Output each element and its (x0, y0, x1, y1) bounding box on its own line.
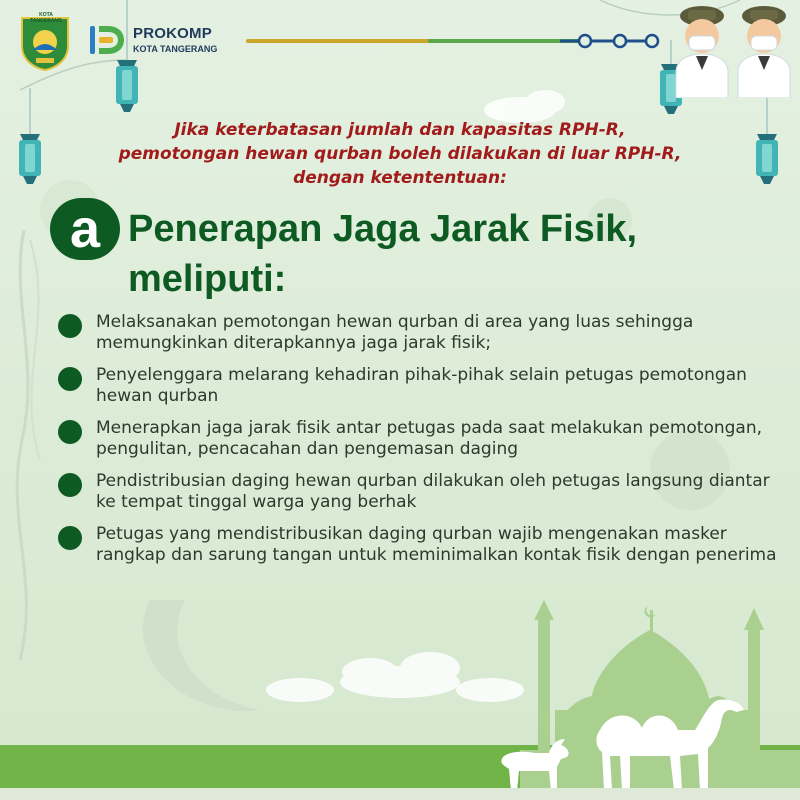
headline-line: pemotongan hewan qurban boleh dilakukan di luar RPH-R, (118, 144, 682, 164)
officials-illustration (670, 0, 800, 98)
bullet-dot-icon (58, 314, 82, 338)
lantern-icon (752, 90, 782, 190)
section-title-line: meliputi: (128, 258, 287, 300)
prokomp-logo-icon (88, 22, 126, 58)
list-item (58, 312, 793, 353)
goat-silhouette (495, 735, 575, 795)
brand-title: PROKOMP (133, 25, 212, 42)
bullet-list (58, 312, 793, 577)
list-item-text: Menerapkan jaga jarak fisik antar petugas pada saat melakukan pemotongan, pengulitan, pencacahan dan pengemasan daging (96, 418, 763, 459)
lantern-icon (15, 88, 45, 188)
camel-silhouette (590, 690, 750, 800)
section-title-line: Penerapan Jaga Jarak Fisik, (128, 208, 638, 250)
city-emblem-label: KOTA TANGERANG (30, 12, 62, 24)
list-item-text: Pendistribusian daging hewan qurban dilakukan oleh petugas langsung diantar ke tempat tinggal warga yang berhak (96, 471, 770, 512)
list-item-text: Penyelenggara melarang kehadiran pihak-pihak selain petugas pemotongan hewan qurban (96, 365, 747, 406)
section-badge: a (50, 198, 120, 260)
headline-line: Jika keterbatasan jumlah dan kapasitas RPH-R, (174, 120, 626, 140)
bullet-dot-icon (58, 420, 82, 444)
section-title (128, 204, 768, 304)
headline-line: dengan ketententuan: (293, 168, 507, 188)
list-item-text: Melaksanakan pemotongan hewan qurban di area yang luas sehingga memungkinkan diterapkannya jaga jarak fisik; (96, 312, 694, 353)
bullet-dot-icon (58, 526, 82, 550)
bullet-dot-icon (58, 367, 82, 391)
list-item (58, 524, 793, 565)
list-item (58, 471, 793, 512)
lantern-icon (112, 0, 142, 116)
bullet-dot-icon (58, 473, 82, 497)
brand-subtitle: KOTA TANGERANG (133, 44, 218, 54)
list-item-text: Petugas yang mendistribusikan daging qurban wajib mengenakan masker rangkap dan sarung tangan untuk meminimalkan kontak fisik dengan penerima (96, 524, 777, 565)
headline (90, 118, 710, 190)
footer-strip (0, 788, 800, 800)
list-item (58, 418, 793, 459)
list-item (58, 365, 793, 406)
